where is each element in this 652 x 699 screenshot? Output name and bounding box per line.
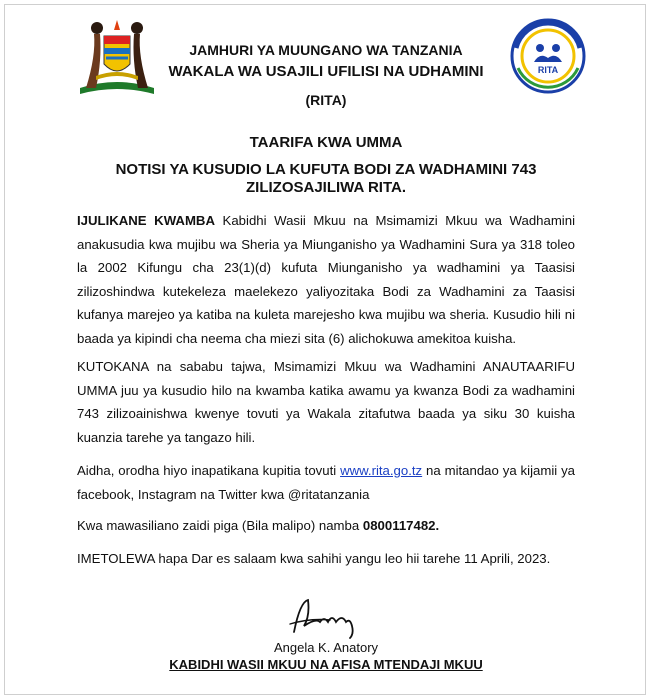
paragraph-intro-lead: IJULIKANE KWAMBA xyxy=(77,213,215,228)
handwritten-signature xyxy=(280,592,380,642)
rita-logo xyxy=(510,18,586,94)
paragraph-website xyxy=(77,459,575,506)
header-acronym: (RITA) xyxy=(305,92,347,108)
paragraph-intro-text: Kabidhi Wasii Mkuu na Msimamizi Mkuu wa Wadhamini anakusudia kwa mujibu wa Sheria ya Miunganisho ya Wadhamini Sura ya 318 toleo la 2002 Kifungu cha 23(1)(d) kufuta Miunganisho ya wadhamini ya Taasisi zilizoshindwa kutekeleza maelekezo yaliyozitaka Bodi za Wadhamini za Taasisi kufanya marejeo ya katiba na kuleta marejesho kwa mujibu wa sheria. Kusudio hili ni baada ya kipindi cha neema cha miezi sita (6) alichokuwa amekitoa kuisha. xyxy=(77,213,576,346)
notice-subtitle-line2: ZILIZOSAJILIWA RITA. xyxy=(246,179,406,196)
rita-website-link[interactable]: www.rita.go.tz xyxy=(340,463,423,478)
paragraph-website-post: na mitandao ya kijamii ya facebook, Instagram na Twitter kwa @ritatanzania xyxy=(77,463,575,502)
header-agency: WAKALA WA USAJILI UFILISI NA UDHAMINI xyxy=(168,63,484,80)
signer-title: KABIDHI WASII MKUU NA AFISA MTENDAJI MKUU xyxy=(169,657,483,672)
signer-name: Angela K. Anatory xyxy=(273,640,379,655)
paragraph-contact-pre: Kwa mawasiliano zaidi piga (Bila malipo) namba xyxy=(77,518,363,533)
paragraph-website-pre: Aidha, orodha hiyo inapatikana kupitia tovuti xyxy=(77,463,341,478)
paragraph-intro xyxy=(77,209,575,350)
rita-logo-text: RITA xyxy=(537,65,559,75)
paragraph-issued: IMETOLEWA hapa Dar es salaam kwa sahihi yangu leo hii tarehe 11 Aprili, 2023. xyxy=(77,551,551,566)
paragraph-announcement: KUTOKANA na sababu tajwa, Msimamizi Mkuu wa Wadhamini ANAUTAARIFU UMMA juu ya kusudio hilo na kwamba katika awamu ya kwanza Bodi za wadhamini 743 zilizoainishwa kwenye tovuti ya Wakala zitafutwa baada ya siku 30 kuisha kuanzia tarehe ya tangazo hili. xyxy=(77,359,575,445)
header-country: JAMHURI YA MUUNGANO WA TANZANIA xyxy=(189,42,463,58)
toll-free-number: 0800117482. xyxy=(362,518,440,533)
paragraph-contact xyxy=(77,514,575,538)
notice-title: TAARIFA KWA UMMA xyxy=(249,134,403,151)
notice-subtitle xyxy=(0,161,652,197)
notice-subtitle-line1: NOTISI YA KUSUDIO LA KUFUTA BODI ZA WADHAMINI 743 xyxy=(115,161,537,178)
